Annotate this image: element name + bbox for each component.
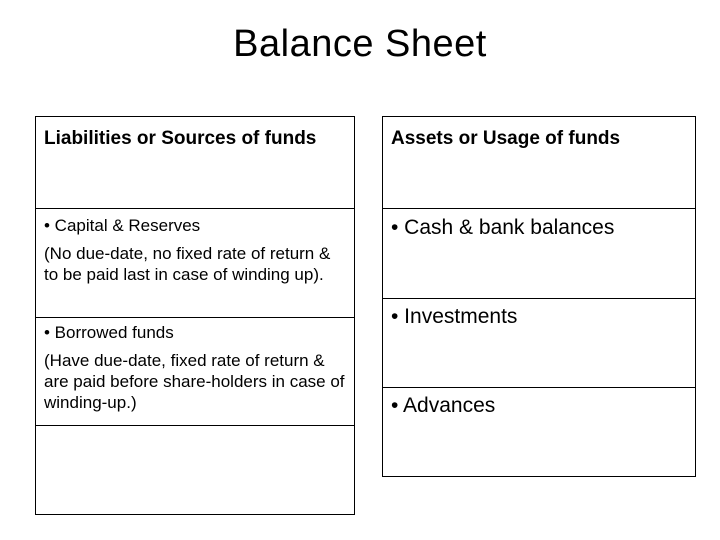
assets-row-divider-1 [383,298,695,299]
assets-row-divider-2 [383,387,695,388]
liabilities-row-divider [36,317,354,318]
assets-heading: Assets or Usage of funds [391,128,621,149]
liabilities-heading: Liabilities or Sources of funds [44,128,317,149]
liabilities-table [35,116,355,515]
liabilities-bottom-divider [36,425,354,426]
asset-item-advances: • Advances [391,394,496,417]
liability-item-capital-description: (No due-date, no fixed rate of return & to be paid last in case of winding up). [44,244,331,284]
page-title: Balance Sheet [233,23,487,65]
assets-table [382,116,696,477]
liability-item-capital-label: • Capital & Reserves [44,216,201,235]
liabilities-header-divider [36,208,354,209]
asset-item-investments: • Investments [391,305,518,328]
liability-item-borrowed-description: (Have due-date, fixed rate of return & are paid before share-holders in case of winding-up.) [44,351,345,412]
asset-item-cash: • Cash & bank balances [391,216,615,239]
assets-header-divider [383,208,695,209]
liability-item-borrowed-label: • Borrowed funds [44,323,174,342]
